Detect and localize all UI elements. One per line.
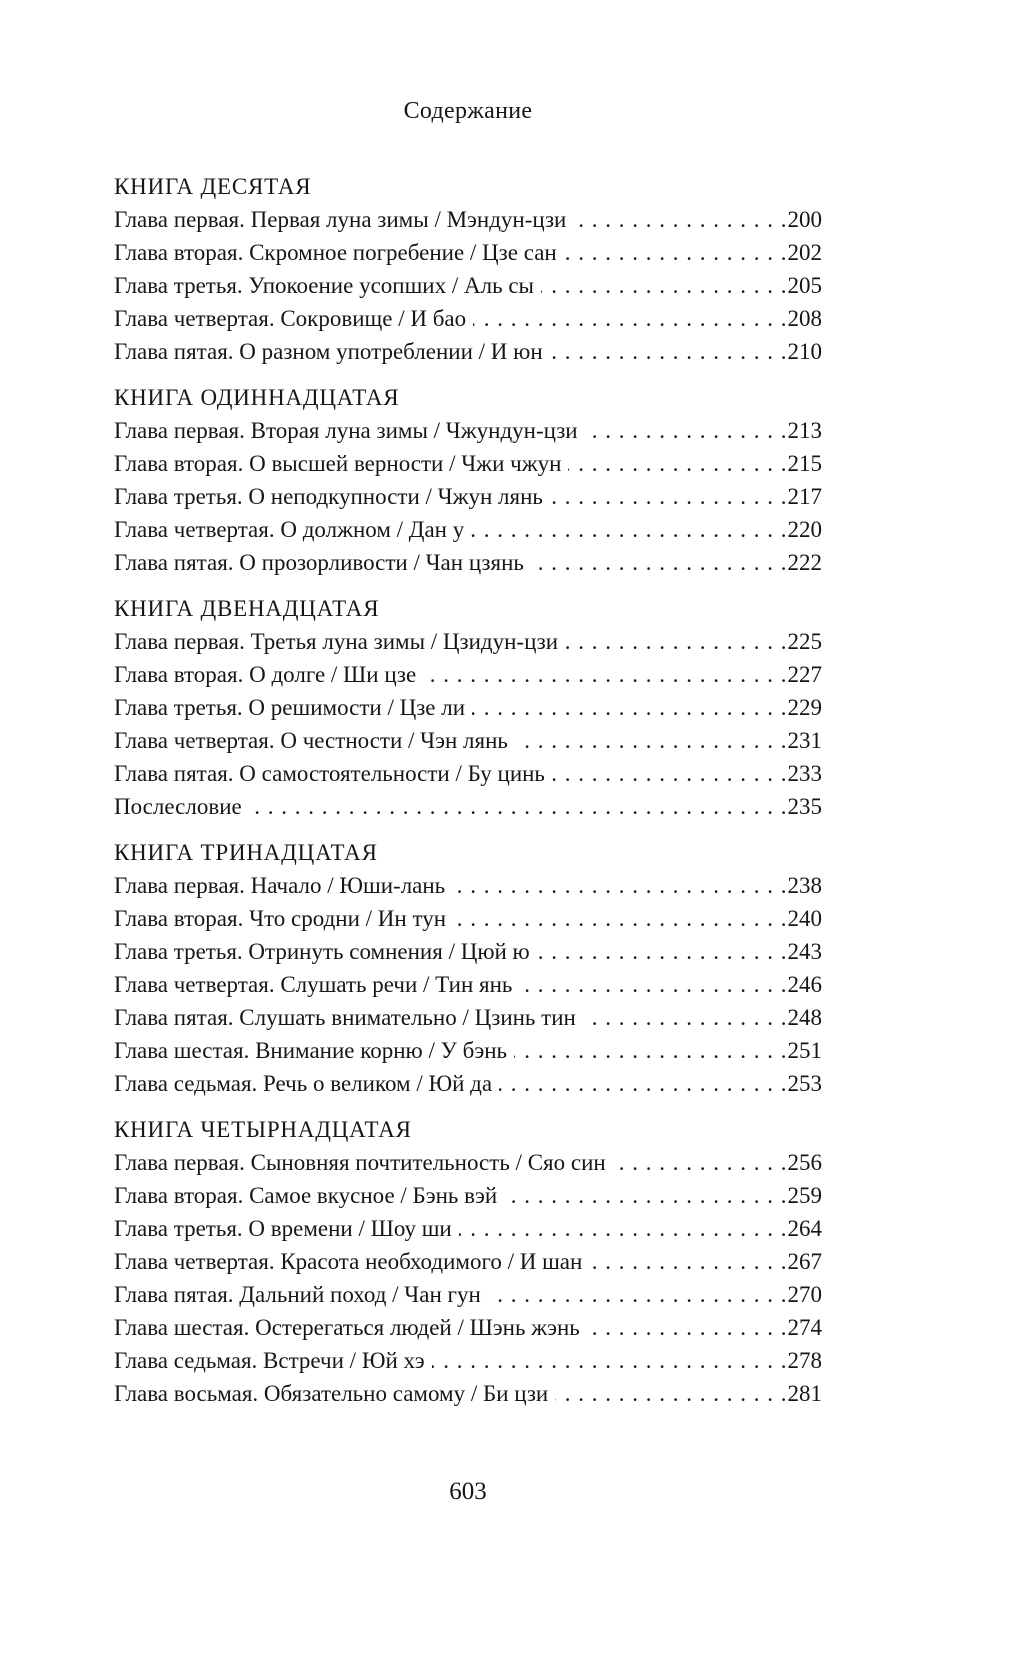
toc-entry-row	[114, 1278, 822, 1311]
entry-page-number: 231	[787, 728, 822, 753]
entry-page-number: 264	[787, 1216, 822, 1241]
dot-leader	[432, 1344, 788, 1377]
entry-title: Глава четвертая. Слушать речи / Тин янь	[114, 972, 513, 997]
entry-page-number: 274	[787, 1315, 822, 1340]
dot-leader	[537, 935, 788, 968]
entry-page-number: 259	[787, 1183, 822, 1208]
dot-leader	[541, 269, 788, 302]
dot-leader	[473, 302, 787, 335]
section-heading: КНИГА ТРИНАДЦАТАЯ	[114, 840, 378, 865]
entry-page-number: 210	[787, 339, 822, 364]
entry-title: Глава первая. Вторая луна зимы / Чжундун-цзи	[114, 418, 578, 443]
dot-leader	[453, 902, 787, 935]
toc-entry-row	[114, 935, 822, 968]
dot-leader	[504, 1179, 787, 1212]
entry-title: Глава вторая. Самое вкусное / Бэнь вэй	[114, 1183, 498, 1208]
page-title: Содержание	[403, 98, 533, 124]
toc-section	[114, 381, 822, 579]
dot-leader	[583, 1001, 788, 1034]
toc-entry-row	[114, 302, 822, 335]
dot-leader	[573, 203, 787, 236]
entry-title: Глава первая. Сыновняя почтительность / Сяо син	[114, 1150, 606, 1175]
toc-entry-row	[114, 1001, 822, 1034]
entry-page-number: 208	[787, 306, 822, 331]
entry-page-number: 225	[787, 629, 822, 654]
dot-leader	[514, 1034, 787, 1067]
toc-section	[114, 592, 822, 823]
entry-page-number: 220	[787, 517, 822, 542]
entry-title: Глава первая. Начало / Юши-лань	[114, 873, 446, 898]
entry-page-number: 217	[787, 484, 822, 509]
toc-entry-row	[114, 1377, 822, 1410]
toc-entry-row	[114, 1179, 822, 1212]
entry-title: Глава пятая. Дальний поход / Чан гун	[114, 1282, 481, 1307]
entry-title: Глава седьмая. Встречи / Юй хэ	[114, 1348, 425, 1373]
dot-leader	[613, 1146, 788, 1179]
entry-title: Глава седьмая. Речь о великом / Юй да	[114, 1071, 493, 1096]
dot-leader	[555, 1377, 787, 1410]
entry-title: Глава первая. Третья луна зимы / Цзидун-цзи	[114, 629, 559, 654]
entry-page-number: 235	[787, 794, 822, 819]
entry-title: Глава восьмая. Обязательно самому / Би цзи	[114, 1381, 549, 1406]
dot-leader	[552, 757, 788, 790]
dot-leader	[459, 1212, 788, 1245]
toc-entry-row	[114, 269, 822, 302]
section-heading: КНИГА ДЕСЯТАЯ	[114, 174, 312, 199]
dot-leader	[587, 1311, 788, 1344]
toc-entry-row	[114, 236, 822, 269]
toc-entry-row	[114, 902, 822, 935]
toc-entry-row	[114, 1212, 822, 1245]
entry-title: Глава вторая. Что сродни / Ин тун	[114, 906, 447, 931]
toc-entry-row	[114, 513, 822, 546]
toc-entry-row	[114, 625, 822, 658]
dot-leader	[488, 1278, 788, 1311]
dot-leader	[249, 790, 788, 823]
dot-leader	[531, 546, 788, 579]
section-entries	[114, 869, 822, 1100]
entry-title: Глава четвертая. Сокровище / И бао	[114, 306, 467, 331]
toc-entry-row	[114, 1311, 822, 1344]
dot-leader	[565, 625, 787, 658]
entry-title: Глава пятая. Слушать внимательно / Цзинь тин	[114, 1005, 576, 1030]
entry-page-number: 227	[787, 662, 822, 687]
section-entries	[114, 1146, 822, 1410]
entry-page-number: 233	[787, 761, 822, 786]
entry-page-number: 215	[787, 451, 822, 476]
entry-page-number: 270	[787, 1282, 822, 1307]
section-heading: КНИГА ДВЕНАДЦАТАЯ	[114, 596, 380, 621]
entry-title: Глава вторая. О долге / Ши цзе	[114, 662, 417, 687]
toc-entry-row	[114, 1245, 822, 1278]
entry-page-number: 229	[787, 695, 822, 720]
folio-page-number: 603	[449, 1478, 487, 1505]
toc-entry-row	[114, 1067, 822, 1100]
dot-leader	[515, 724, 788, 757]
toc-entry-row	[114, 447, 822, 480]
section-heading: КНИГА ОДИННАДЦАТАЯ	[114, 385, 400, 410]
entry-title: Глава третья. О неподкупности / Чжун лянь	[114, 484, 543, 509]
entry-title: Глава третья. О решимости / Цзе ли	[114, 695, 466, 720]
dot-leader	[499, 1067, 787, 1100]
entry-title: Глава вторая. О высшей верности / Чжи чжун	[114, 451, 562, 476]
toc-entry-row	[114, 691, 822, 724]
entry-title: Глава четвертая. Красота необходимого / И шан	[114, 1249, 583, 1274]
entry-title: Глава третья. Упокоение усопших / Аль сы	[114, 273, 534, 298]
section-entries	[114, 414, 822, 579]
entry-title: Глава первая. Первая луна зимы / Мэндун-цзи	[114, 207, 567, 232]
entry-page-number: 205	[787, 273, 822, 298]
entry-title: Глава пятая. О разном употреблении / И юн	[114, 339, 543, 364]
entry-title: Глава третья. Отринуть сомнения / Цюй ю	[114, 939, 530, 964]
toc-entry-row	[114, 335, 822, 368]
toc-entry-row	[114, 1034, 822, 1067]
toc-entry-row	[114, 1344, 822, 1377]
toc-entry-row	[114, 414, 822, 447]
entry-title: Глава пятая. О прозорливости / Чан цзянь	[114, 550, 524, 575]
entry-page-number: 251	[787, 1038, 822, 1063]
section-entries	[114, 203, 822, 368]
dot-leader	[423, 658, 787, 691]
entry-page-number: 222	[787, 550, 822, 575]
dot-leader	[452, 869, 787, 902]
dot-leader	[550, 480, 788, 513]
dot-leader	[519, 968, 787, 1001]
entry-title: Глава четвертая. О должном / Дан у	[114, 517, 465, 542]
section-heading: КНИГА ЧЕТЫРНАДЦАТАЯ	[114, 1117, 412, 1142]
dot-leader	[589, 1245, 787, 1278]
entry-title: Глава четвертая. О честности / Чэн лянь	[114, 728, 508, 753]
toc-entry-row	[114, 546, 822, 579]
toc-section	[114, 170, 822, 368]
dot-leader	[568, 447, 787, 480]
toc-section	[114, 836, 822, 1100]
entry-page-number: 267	[787, 1249, 822, 1274]
dot-leader	[472, 691, 787, 724]
dot-leader	[585, 414, 788, 447]
entry-page-number: 248	[787, 1005, 822, 1030]
toc-entry-row	[114, 968, 822, 1001]
entry-title: Послесловие	[114, 794, 242, 819]
entry-title: Глава шестая. Внимание корню / У бэнь	[114, 1038, 508, 1063]
dot-leader	[550, 335, 788, 368]
toc-entry-row	[114, 790, 822, 823]
entry-title: Глава вторая. Скромное погребение / Цзе сан	[114, 240, 557, 265]
entry-page-number: 278	[787, 1348, 822, 1373]
dot-leader	[471, 513, 787, 546]
entry-page-number: 240	[787, 906, 822, 931]
entry-page-number: 256	[787, 1150, 822, 1175]
toc-entry-row	[114, 724, 822, 757]
toc-entry-row	[114, 1146, 822, 1179]
entry-title: Глава пятая. О самостоятельности / Бу цинь	[114, 761, 545, 786]
entry-page-number: 243	[787, 939, 822, 964]
table-of-contents	[114, 170, 822, 1410]
toc-section	[114, 1113, 822, 1410]
toc-entry-row	[114, 869, 822, 902]
section-entries	[114, 625, 822, 823]
toc-entry-row	[114, 480, 822, 513]
entry-page-number: 238	[787, 873, 822, 898]
dot-leader	[564, 236, 788, 269]
toc-entry-row	[114, 757, 822, 790]
toc-entry-row	[114, 203, 822, 236]
entry-page-number: 213	[787, 418, 822, 443]
entry-page-number: 202	[787, 240, 822, 265]
entry-page-number: 200	[787, 207, 822, 232]
toc-entry-row	[114, 658, 822, 691]
entry-page-number: 281	[787, 1381, 822, 1406]
entry-page-number: 246	[787, 972, 822, 997]
entry-page-number: 253	[787, 1071, 822, 1096]
entry-title: Глава шестая. Остерегаться людей / Шэнь жэнь	[114, 1315, 580, 1340]
entry-title: Глава третья. О времени / Шоу ши	[114, 1216, 452, 1241]
